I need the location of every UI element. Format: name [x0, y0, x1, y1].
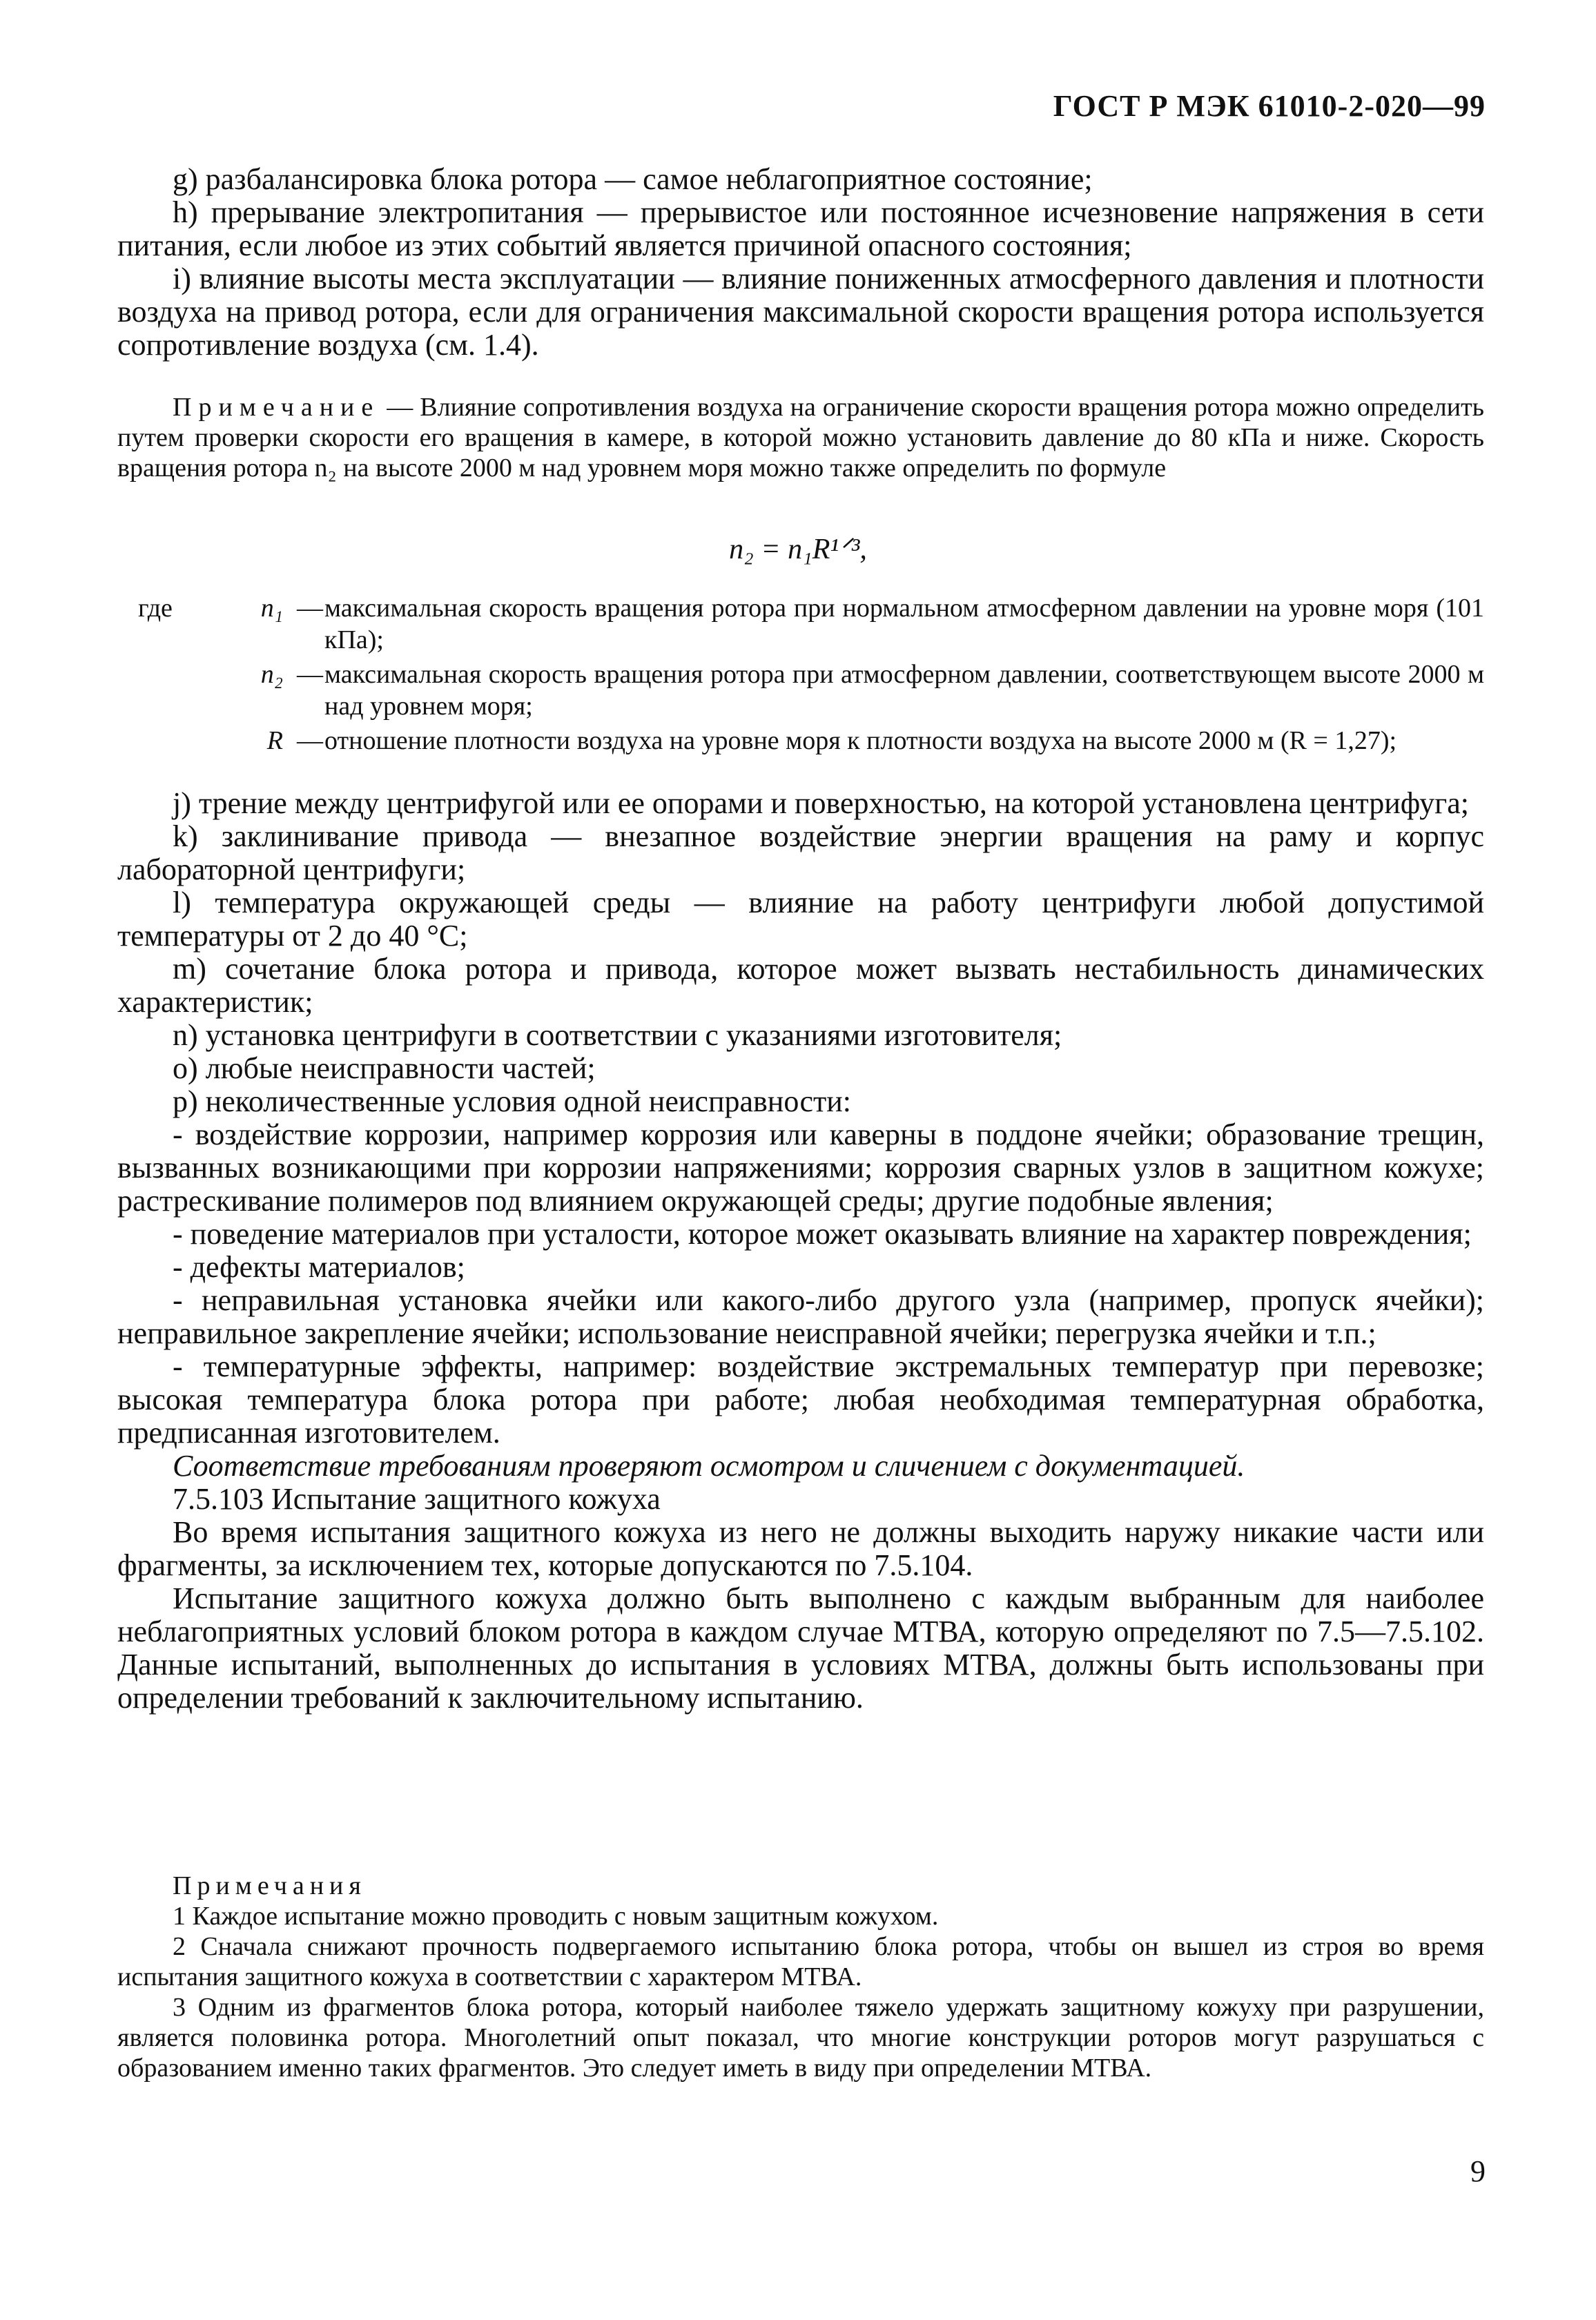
list-item: i) влияние высоты места эксплуатации — влияние пониженных атмосферного давления и плотности воздуха на привод ротора, если для ограничения максимальной скорости вращения ротора используется сопротивление воздуха (см. 1.4).: [117, 262, 1484, 362]
formula: n₂ = n₁R¹ᐟ³,: [729, 534, 867, 565]
list-item: h) прерывание электропитания — прерывистое или постоянное исчезновение напряжения в сети питания, если любое из этих событий является причиной опасного состояния;: [117, 195, 1484, 262]
note-1: [117, 392, 1484, 483]
notes-title: Примечания: [173, 1871, 367, 1900]
list-item: n) установка центрифуги в соответствии с указаниями изготовителя;: [173, 1018, 1062, 1052]
notes-block: [117, 1871, 1484, 2083]
list-item: - воздействие коррозии, например коррозия или каверны в поддоне ячейки; образование трещин, вызванных возникающими при коррозии напряжениями; коррозия сварных узлов в защитном кожухе; растрескивание полимеров под влиянием окружающей среды; другие подобные явления;: [117, 1118, 1484, 1218]
symbol: R: [266, 726, 283, 755]
note-text: — Влияние сопротивления воздуха на ограничение скорости вращения ротора можно определить путем проверки скорости его вращения в камере, в которой можно установить давление до 80 кПа и ниже. Скорость вращения ротора n₂ на высоте 2000 м над уровнем моря можно также определить по формуле: [117, 393, 1485, 482]
symbol: n₂: [260, 660, 283, 689]
list-item: j) трение между центрифугой или ее опорами и поверхностью, на которой установлена центрифуга;: [173, 786, 1469, 820]
note-item: 3 Одним из фрагментов блока ротора, который наиболее тяжело удержать защитному кожуху при разрушении, является половинка ротора. Многолетний опыт показал, что многие конструкции роторов могут разрушаться с образованием именно таких фрагментов. Это следует иметь в виду при определении МТВА.: [117, 1993, 1484, 2083]
where-block: [138, 592, 1484, 759]
list-block-1: [117, 163, 1484, 362]
list-item: l) температура окружающей среды — влияние на работу центрифуги любой допустимой температуры от 2 до 40 °С;: [117, 886, 1484, 953]
note-lead: Примечание: [173, 393, 380, 422]
note-item: 2 Сначала снижают прочность подвергаемого испытанию блока ротора, чтобы он вышел из строя во время испытания защитного кожуха в соответствии с характером МТВА.: [117, 1932, 1484, 1991]
where-label: где: [138, 594, 173, 623]
list-item: p) неколичественные условия одной неисправности:: [173, 1084, 851, 1118]
where-row: где n₁ — максимальная скорость вращения ротора при нормальном атмосферном давлении на уровне моря (101 кПа);: [138, 594, 1484, 654]
definition: отношение плотности воздуха на уровне моря к плотности воздуха на высоте 2000 м (R = 1,27);: [324, 726, 1397, 755]
list-item: - поведение материалов при усталости, которое может оказывать влияние на характер повреждения;: [173, 1217, 1472, 1251]
where-row: n₂ — максимальная скорость вращения ротора при атмосферном давлении, соответствующем высоте 2000 м над уровнем моря;: [138, 659, 1484, 722]
paragraph: Во время испытания защитного кожуха из него не должны выходить наружу никакие части или фрагменты, за исключением тех, которые допускаются по 7.5.104.: [117, 1515, 1484, 1582]
list-item: k) заклинивание привода — внезапное воздействие энергии вращения на раму и корпус лабораторной центрифуги;: [117, 819, 1484, 886]
list-item: - дефекты материалов;: [173, 1250, 465, 1284]
standard-code: ГОСТ Р МЭК 61010-2-020—99: [1053, 89, 1486, 123]
list-item: g) разбалансировка блока ротора — самое неблагоприятное состояние;: [173, 162, 1093, 196]
where-row: R — отношение плотности воздуха на уровне моря к плотности воздуха на высоте 2000 м (R = 1,27);: [138, 725, 1484, 757]
compliance-statement: Соответствие требованиям проверяют осмотром и сличением с документацией.: [173, 1449, 1245, 1483]
list-item: - неправильная установка ячейки или какого-либо другого узла (например, пропуск ячейки); неправильное закрепление ячейки; использование неисправной ячейки; перегрузка ячейки и т.п.;: [117, 1283, 1484, 1350]
section-heading: 7.5.103 Испытание защитного кожуха: [173, 1482, 661, 1516]
symbol: n₁: [260, 594, 283, 623]
list-item: m) сочетание блока ротора и привода, которое может вызвать нестабильность динамических характеристик;: [117, 952, 1484, 1019]
list-item: - температурные эффекты, например: воздействие экстремальных температур при перевозке; высокая температура блока ротора при работе; любая необходимая температурная обработка, предписанная изготовителем.: [117, 1349, 1484, 1450]
page-number: 9: [1470, 2154, 1486, 2188]
list-block-2: [117, 787, 1484, 1715]
list-item: o) любые неисправности частей;: [173, 1051, 596, 1085]
definition: максимальная скорость вращения ротора при нормальном атмосферном давлении на уровне моря (101 кПа);: [324, 594, 1484, 654]
paragraph: Испытание защитного кожуха должно быть выполнено с каждым выбранным для наиболее неблагоприятных условий блоком ротора в каждом случае МТВА, которую определяют по 7.5—7.5.102. Данные испытаний, выполненных до испытания в условиях МТВА, должны быть использованы при определении требований к заключительному испытанию.: [117, 1581, 1484, 1715]
note-item: 1 Каждое испытание можно проводить с новым защитным кожухом.: [173, 1902, 939, 1931]
definition: максимальная скорость вращения ротора при атмосферном давлении, соответствующем высоте 2000 м над уровнем моря;: [324, 660, 1484, 721]
